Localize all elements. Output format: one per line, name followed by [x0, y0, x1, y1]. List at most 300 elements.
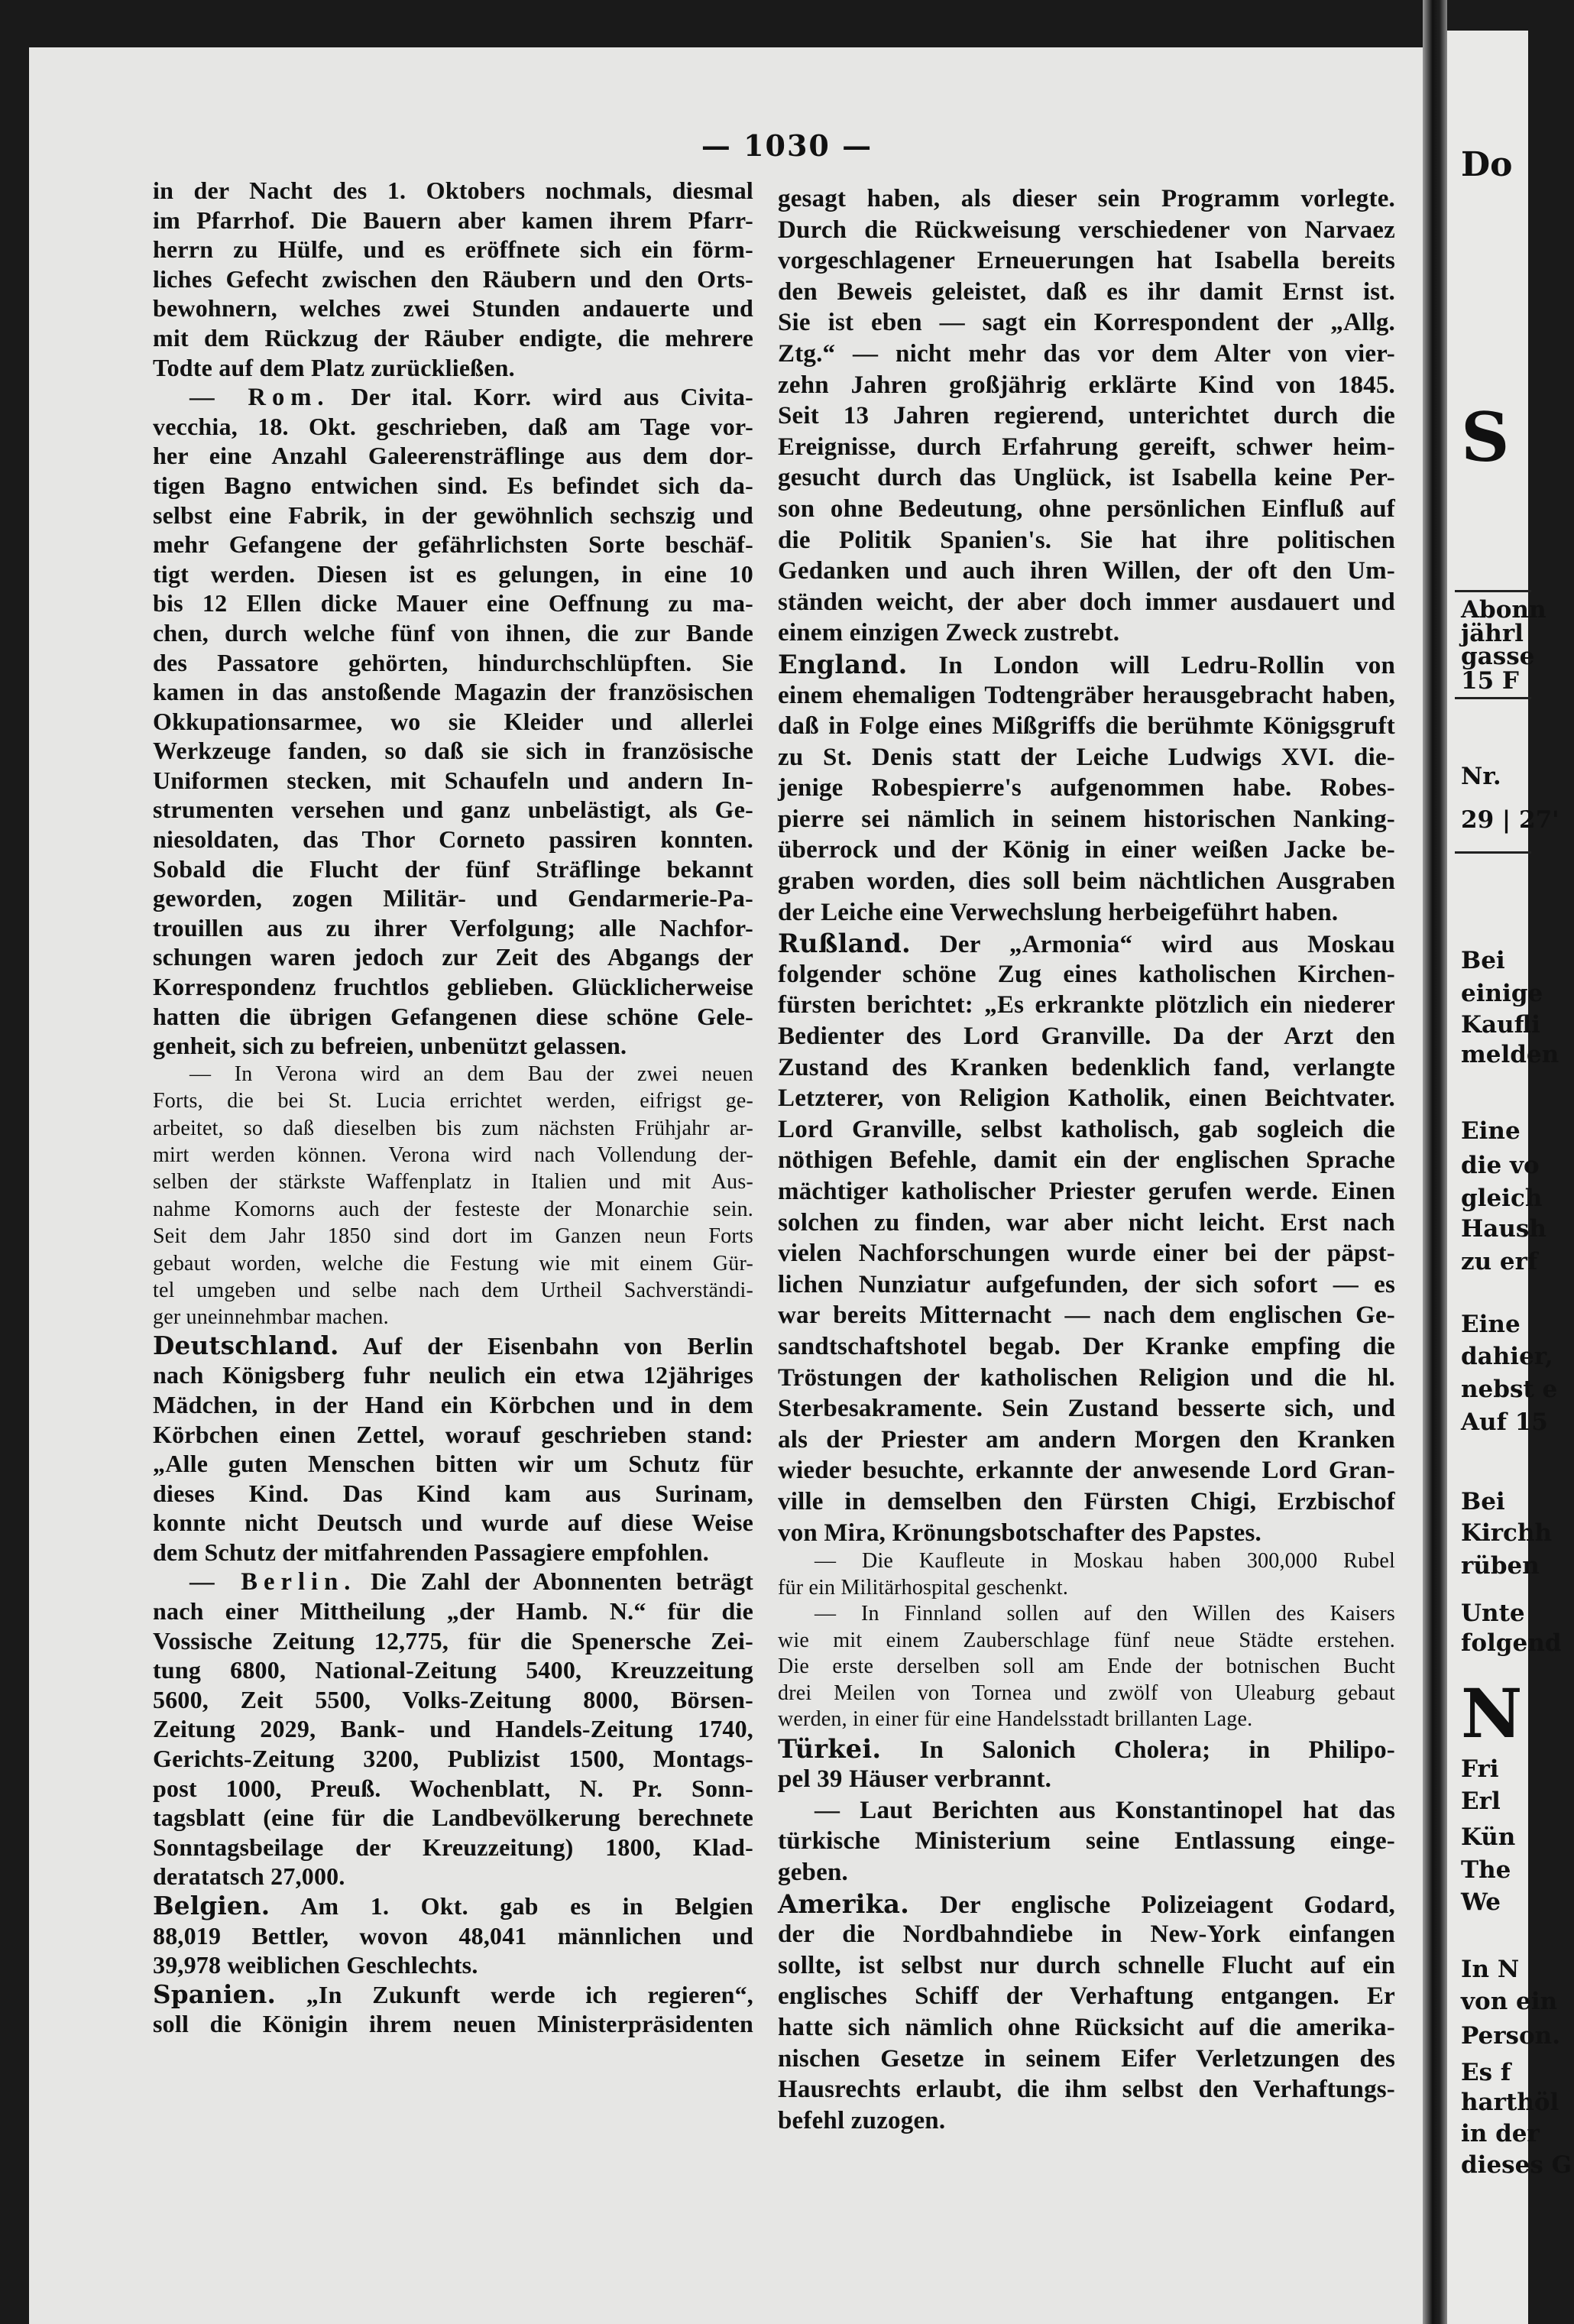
fragment-text: Kün [1461, 1823, 1516, 1851]
line-text: lichen Nunziatur aufgefunden, der sich sofort — es [778, 1270, 1395, 1298]
text-line [153, 1223, 753, 1250]
line-text: 88,019 Bettler, wovon 48,041 männlichen und [153, 1921, 753, 1950]
text-line [778, 1857, 1395, 1888]
line-text: „In Zukunft werde ich regieren“, [276, 1980, 753, 2008]
fragment-text: Kirchh [1461, 1519, 1553, 1547]
text-line [778, 1083, 1395, 1114]
fragment-text: zu erf [1461, 1248, 1538, 1275]
text-line [153, 412, 753, 442]
line-text: der die Nordbahndiebe in New-York einfangen [778, 1920, 1395, 1949]
fragment-text: Unte [1461, 1600, 1525, 1627]
line-text: arbeitet, so daß dieselben bis zum nächsten Frühjahr ar- [153, 1116, 753, 1140]
text-line [778, 307, 1395, 339]
text-line [778, 1021, 1395, 1052]
text-line [153, 1891, 753, 1921]
line-text: daß in Folge eines Mißgriffs die berühmte Königsgruft [778, 712, 1395, 741]
text-line [153, 883, 753, 913]
text-line [153, 1921, 753, 1951]
line-text: zehn Jahren großjährig erklärte Kind von 1845. [778, 371, 1395, 399]
line-text: — In Verona wird an dem Bau der zwei neuen [189, 1062, 753, 1086]
text-line [778, 1888, 1395, 1920]
text-line [153, 766, 753, 796]
text-line [153, 206, 753, 235]
line-text: gesucht durch das Unglück, ist Isabella keine Per- [778, 464, 1395, 492]
article-paragraph [778, 1733, 1395, 1795]
text-line [778, 1425, 1395, 1456]
text-line [778, 1331, 1395, 1363]
text-line [778, 897, 1395, 929]
line-text: Der englische Polizeiagent Godard, [909, 1891, 1395, 1919]
text-line [778, 1393, 1395, 1425]
text-line [778, 804, 1395, 835]
line-text: 5600, Zeit 5500, Volks-Zeitung 8000, Börsen- [153, 1685, 753, 1713]
fragment-text: 29 | 27' [1461, 806, 1559, 834]
line-text: mirt werden können. Verona wird nach Vollendung der- [153, 1143, 753, 1167]
line-text: tigen Bagno entwichen sind. Es befindet sich da- [153, 471, 753, 499]
text-line [153, 1250, 753, 1277]
fragment-text: die vo [1461, 1152, 1540, 1179]
line-text: dieses Kind. Das Kind kam aus Surinam, [153, 1479, 753, 1507]
text-line [778, 959, 1395, 990]
text-line [778, 400, 1395, 432]
line-text: tel umgeben und selbe nach dem Urtheil Sachverständi- [153, 1278, 753, 1302]
article-paragraph [153, 1891, 753, 1980]
text-line [153, 1744, 753, 1774]
line-text: In Salonich Cholera; in Philipo- [881, 1736, 1395, 1764]
line-text: des Passatore gehörten, hindurchschlüpften. Sie [153, 648, 753, 676]
fragment-text: N [1461, 1674, 1523, 1753]
line-text: Sie ist eben — sagt ein Korrespondent der „Allg. [778, 309, 1395, 337]
line-text: vielen Nachforschungen wurde einer bei der päpst- [778, 1240, 1395, 1268]
text-line [778, 990, 1395, 1021]
line-text: Todte auf dem Platz zurückließen. [153, 353, 515, 381]
section-heading: Belgien. [153, 1891, 270, 1920]
fragment-text: einige [1461, 980, 1543, 1007]
fragment-text: We [1461, 1888, 1501, 1916]
line-text: von Mira, Krönungsbotschafter des Papstes. [778, 1519, 1261, 1547]
line-text: die Politik Spanien's. Sie hat ihre politischen [778, 526, 1395, 554]
line-text: strumenten versehen und ganz unbelästigt, als Ge- [153, 796, 753, 824]
text-line [778, 2074, 1395, 2105]
line-text: drei Meilen von Tornea und zwölf von Uleaburg gebaut [778, 1681, 1395, 1705]
article-paragraph [778, 1888, 1395, 2137]
line-text: geben. [778, 1859, 848, 1886]
line-text: her eine Anzahl Galeerensträflinge aus dem dor- [153, 442, 753, 470]
section-heading: — Berlin. [189, 1568, 357, 1596]
fragment-text: Eine [1461, 1311, 1521, 1338]
line-text: in der Nacht des 1. Oktobers nochmals, diesmal [153, 177, 753, 204]
line-text: Mädchen, in der Hand ein Körbchen und in dem [153, 1390, 753, 1418]
line-text: Korrespondenz fruchtlos geblieben. Glücklicherweise [153, 973, 753, 1001]
text-line [778, 1919, 1395, 1950]
text-line [153, 1277, 753, 1304]
line-text: nischen Gesetze in seinem Eifer Verletzungen des [778, 2044, 1395, 2073]
line-text: — Laut Berichten aus Konstantinopel hat das [815, 1796, 1395, 1824]
line-text: einem ehemaligen Todtengräber herausgebracht haben, [778, 681, 1395, 709]
line-text: türkische Ministerium seine Entlassung einge- [778, 1827, 1395, 1856]
text-line [153, 1862, 753, 1891]
line-text: ville in demselben den Fürsten Chigi, Erzbischof [778, 1487, 1395, 1515]
line-text: Tröstungen der katholischen Religion und die hl. [778, 1363, 1395, 1392]
text-line [778, 1826, 1395, 1857]
text-line [153, 1774, 753, 1804]
line-text: herrn zu Hülfe, und es eröffnete sich ein förm- [153, 235, 753, 264]
line-text: Der „Armonia“ wird aus Moskau [910, 931, 1395, 959]
line-text: Die erste derselben soll am Ende der botnischen Bucht [778, 1655, 1395, 1679]
text-line [153, 235, 753, 264]
text-line [153, 1196, 753, 1223]
line-text: schungen waren jedoch zur Zeit des Abgangs der [153, 943, 753, 971]
text-line [153, 825, 753, 854]
line-text: bewohnern, welches zwei Stunden andauerte und [153, 294, 753, 323]
text-line [153, 1002, 753, 1032]
text-line [778, 680, 1395, 711]
line-text: einem einzigen Zweck zustrebt. [778, 619, 1120, 647]
line-text: Sobald die Flucht der fünf Sträflinge bekannt [153, 854, 753, 883]
line-text: — In Finnland sollen auf den Willen des Kaisers [815, 1602, 1395, 1626]
fragment-text: Bei [1461, 947, 1505, 974]
line-text: Sonntagsbeilage der Kreuzzeitung) 1800, Klad- [153, 1833, 753, 1861]
line-text: Zustand des Kranken bedenklich fand, verlangte [778, 1053, 1395, 1081]
text-line [778, 1950, 1395, 1982]
text-line [153, 530, 753, 559]
section-heading: Rußland. [778, 928, 911, 959]
fragment-text: Person. [1461, 2022, 1560, 2050]
line-text: Zeitung 2029, Bank- und Handels-Zeitung 1740, [153, 1715, 753, 1743]
text-line [778, 494, 1395, 525]
text-line [153, 707, 753, 737]
fragment-text: Auf 15 [1461, 1408, 1548, 1436]
text-line [778, 1176, 1395, 1207]
text-line [153, 1980, 753, 2010]
text-line [153, 1626, 753, 1656]
line-text: tung 6800, National-Zeitung 5400, Kreuzzeitung [153, 1656, 753, 1684]
line-text: vecchia, 18. Okt. geschrieben, daß am Tage vor- [153, 412, 753, 440]
line-text: Seit dem Jahr 1850 sind dort im Ganzen neun Forts [153, 1224, 753, 1249]
article-paragraph [778, 183, 1395, 649]
line-text: vorgeschlagener Erneuerungen hat Isabella bereits [778, 247, 1395, 275]
line-text: Auf der Eisenbahn von Berlin [338, 1331, 753, 1360]
line-text: nach einer Mittheilung „der Hamb. N.“ für die [153, 1597, 753, 1626]
text-line [778, 1628, 1395, 1655]
article-paragraph [153, 1331, 753, 1567]
article-paragraph [153, 1980, 753, 2039]
text-line [778, 2105, 1395, 2137]
article-paragraph [778, 1601, 1395, 1733]
text-line [778, 587, 1395, 618]
line-text: pierre sei nämlich in seinem historischen Nanking- [778, 805, 1395, 833]
text-line [153, 1567, 753, 1596]
section-heading: Spanien. [153, 1979, 277, 2009]
text-line [153, 353, 753, 383]
line-text: Forts, die bei St. Lucia errichtet werden, eifrigst ge- [153, 1089, 753, 1113]
section-heading: Amerika. [778, 1888, 910, 1919]
text-line [778, 835, 1395, 866]
article-paragraph [153, 176, 753, 382]
divider [1455, 851, 1531, 854]
text-line [153, 677, 753, 707]
line-text: graben worden, dies soll beim nächtlichen Ausgraben [778, 867, 1395, 896]
fragment-text: 15 F [1461, 667, 1519, 695]
text-line [778, 1052, 1395, 1084]
text-line [778, 1238, 1395, 1269]
line-text: son ohne Bedeutung, ohne persönlichen Einfluß auf [778, 494, 1395, 523]
line-text: ständen weicht, der aber doch immer ausdauert und [778, 588, 1395, 616]
fragment-text: harthöl [1461, 2089, 1559, 2116]
fragment-text: gleich [1461, 1185, 1543, 1212]
line-text: nöthigen Befehle, damit ein der englischen Sprache [778, 1146, 1395, 1175]
text-line [778, 277, 1395, 308]
next-page-fragment [1447, 31, 1572, 2324]
text-line [778, 1207, 1395, 1239]
fragment-text: dahier, [1461, 1343, 1553, 1370]
line-text: Körbchen einen Zettel, worauf geschrieben stand: [153, 1420, 753, 1448]
text-line [153, 1115, 753, 1142]
line-text: war bereits Mitternacht — nach dem englischen Ge- [778, 1301, 1395, 1330]
text-line [153, 382, 753, 412]
text-line [778, 2012, 1395, 2044]
fragment-text: gasse [1461, 643, 1535, 670]
line-text: Seit 13 Jahren regierend, unterichtet durch die [778, 402, 1395, 430]
line-text: Ztg.“ — nicht mehr das vor dem Alter von vier- [778, 339, 1395, 368]
line-text: Sterbesakramente. Sein Zustand besserte sich, und [778, 1395, 1395, 1423]
text-line [778, 525, 1395, 556]
line-text: gesagt haben, als dieser sein Programm vorlegte. [778, 185, 1395, 212]
line-text: sollte, ist selbst nur durch schnelle Flucht auf ein [778, 1951, 1395, 1979]
text-line [153, 1685, 753, 1715]
text-line [778, 556, 1395, 587]
line-text: hatten die übrigen Gefangenen diese schöne Gele- [153, 1002, 753, 1030]
text-line [778, 649, 1395, 680]
text-line [778, 711, 1395, 742]
fragment-text: Haush [1461, 1215, 1546, 1243]
text-line [778, 1981, 1395, 2012]
text-line [153, 1803, 753, 1833]
fragment-text: von ein [1461, 1988, 1558, 2015]
text-line [778, 1114, 1395, 1146]
text-line [778, 1548, 1395, 1575]
fragment-text: The [1461, 1856, 1511, 1884]
text-line [778, 617, 1395, 649]
line-text: Letzterer, von Religion Katholik, einen Beichtvater. [778, 1084, 1395, 1113]
line-text: nahme Komorns auch der festeste der Monarchie sein. [153, 1197, 753, 1221]
line-text: selben der stärkste Waffenplatz in Italien und mit Aus- [153, 1170, 753, 1194]
line-text: bis 12 Ellen dicke Mauer eine Oeffnung zu ma- [153, 589, 753, 617]
text-line [778, 432, 1395, 463]
line-text: Okkupationsarmee, wo sie Kleider und allerlei [153, 707, 753, 735]
section-heading: Türkei. [778, 1732, 882, 1764]
text-line [153, 1031, 753, 1061]
line-text: Werkzeuge fanden, so daß sie sich in französische [153, 737, 753, 765]
line-text: In London will Ledru-Rollin von [907, 651, 1395, 679]
line-text: mächtiger katholischer Priester gerufen werde. Einen [778, 1178, 1395, 1205]
text-line [153, 1331, 753, 1361]
text-line [153, 2009, 753, 2039]
text-line [153, 942, 753, 972]
text-line [778, 1575, 1395, 1602]
line-text: den Beweis geleistet, daß es ihr damit Ernst ist. [778, 277, 1395, 306]
left-column [153, 176, 753, 2039]
text-line [153, 559, 753, 589]
fragment-text: Bei [1461, 1488, 1505, 1515]
text-line [778, 462, 1395, 494]
text-line [778, 245, 1395, 277]
article-paragraph [778, 1548, 1395, 1601]
text-line [778, 773, 1395, 804]
text-line [153, 1596, 753, 1626]
text-line [778, 1601, 1395, 1628]
text-line [153, 736, 753, 766]
book-gutter [1423, 0, 1447, 2324]
fragment-text: S [1461, 397, 1510, 477]
text-line [778, 1269, 1395, 1301]
line-text: gebaut worden, welche die Festung wie mit einem Gür- [153, 1251, 753, 1275]
line-text: wieder besuchte, erkannte der anwesende Lord Gran- [778, 1457, 1395, 1485]
text-line [153, 323, 753, 353]
text-line [778, 1145, 1395, 1176]
text-line [778, 1486, 1395, 1518]
text-line [778, 339, 1395, 370]
article-paragraph [778, 1795, 1395, 1888]
line-text: für ein Militärhospital geschenkt. [778, 1575, 1069, 1600]
line-text: Durch die Rückweisung verschiedener von Narvaez [778, 216, 1395, 244]
line-text: deratatsch 27,000. [153, 1862, 345, 1891]
section-heading: — Rom. [189, 384, 330, 412]
text-line [153, 1479, 753, 1509]
text-line [153, 293, 753, 323]
text-line [153, 588, 753, 618]
text-line [153, 1061, 753, 1087]
fragment-text: Es f [1461, 2059, 1511, 2086]
fragment-text: Erl [1461, 1788, 1501, 1815]
text-line [778, 1363, 1395, 1394]
text-line [153, 854, 753, 884]
text-line [153, 1538, 753, 1567]
line-text: tagsblatt (eine für die Landbevölkerung berechnete [153, 1804, 753, 1832]
line-text: der Leiche eine Verwechslung herbeigeführt haben. [778, 898, 1339, 926]
line-text: hatte sich nämlich ohne Rücksicht auf die amerika- [778, 2013, 1395, 2041]
line-text: liches Gefecht zwischen den Räubern und den Orts- [153, 264, 753, 293]
line-text: Ereignisse, durch Erfahrung gereift, schwer heim- [778, 433, 1395, 461]
text-line [153, 1360, 753, 1390]
text-line [778, 1764, 1395, 1795]
text-line [153, 441, 753, 471]
line-text: geworden, zogen Militär- und Gendarmerie-Pa- [153, 884, 753, 912]
text-line [778, 1300, 1395, 1331]
fragment-text: rüben [1461, 1552, 1540, 1580]
text-line [153, 1087, 753, 1114]
text-line [153, 1508, 753, 1538]
text-line [778, 742, 1395, 773]
line-text: Hausrechts erlaubt, die ihm selbst den Verhaftungs- [778, 2076, 1395, 2104]
fragment-text: Fri [1461, 1755, 1499, 1783]
line-text: werden, in einer für eine Handelsstadt brillanten Lage. [778, 1707, 1253, 1732]
text-line [153, 501, 753, 530]
line-text: — Die Kaufleute in Moskau haben 300,000 Rubel [815, 1549, 1395, 1574]
line-text: Uniformen stecken, mit Schaufeln und andern In- [153, 766, 753, 794]
text-line [153, 648, 753, 678]
section-heading: England. [778, 648, 908, 679]
fragment-text: jährl [1461, 620, 1524, 647]
line-text: selbst eine Fabrik, in der gewöhnlich sechszig und [153, 501, 753, 529]
text-line [778, 1654, 1395, 1681]
divider [1455, 697, 1531, 699]
line-text: zu St. Denis statt der Leiche Ludwigs XVI. die- [778, 743, 1395, 771]
line-text: trouillen aus zu ihrer Verfolgung; alle Nachfor- [153, 913, 753, 942]
text-line [778, 866, 1395, 897]
line-text: mit dem Rückzug der Räuber endigte, die mehrere [153, 323, 753, 352]
line-text: Bedienter des Lord Granville. Da der Arzt den [778, 1023, 1395, 1051]
section-heading: Deutschland. [153, 1330, 339, 1360]
text-line [153, 1390, 753, 1420]
text-line [153, 913, 753, 943]
text-line [153, 471, 753, 501]
text-line [778, 370, 1395, 401]
fragment-text: melden [1461, 1041, 1559, 1068]
line-text: pel 39 Häuser verbrannt. [778, 1765, 1052, 1794]
text-line [153, 1142, 753, 1168]
line-text: befehl zuzogen. [778, 2106, 946, 2134]
fragment-text: in der [1461, 2120, 1540, 2147]
fragment-text: Nr. [1461, 763, 1501, 790]
text-line [778, 1518, 1395, 1549]
line-text: Der ital. Korr. wird aus Civita- [329, 383, 753, 411]
text-line [153, 1950, 753, 1980]
page-number: — 1030 — [701, 128, 873, 163]
line-text: im Pfarrhof. Die Bauern aber kamen ihrem Pfarr- [153, 206, 753, 234]
line-text: englisches Schiff der Verhaftung entgangen. Er [778, 1982, 1395, 2011]
line-text: sandtschaftshotel begab. Der Kranke empfing die [778, 1332, 1395, 1360]
text-line [778, 1681, 1395, 1707]
fragment-text: folgend [1461, 1629, 1562, 1657]
divider [1455, 590, 1531, 592]
fragment-text: Kaufli [1461, 1011, 1540, 1039]
text-line [153, 1304, 753, 1331]
text-line [778, 1733, 1395, 1765]
text-line [153, 1168, 753, 1195]
line-text: nach Königsberg fuhr neulich ein etwa 12jähriges [153, 1361, 753, 1389]
text-line [153, 1449, 753, 1479]
text-line [778, 1707, 1395, 1733]
text-line [153, 1655, 753, 1685]
line-text: ger uneinnehmbar machen. [153, 1305, 389, 1330]
fragment-text: dieses G [1461, 2151, 1572, 2179]
fragment-text: Abonn [1461, 596, 1546, 624]
right-column [778, 183, 1395, 2136]
line-text: post 1000, Preuß. Wochenblatt, N. Pr. Sonn- [153, 1774, 753, 1802]
line-text: tigt werden. Diesen ist es gelungen, in eine 10 [153, 559, 753, 588]
line-text: fürsten berichtet: „Es erkrankte plötzlich ein niederer [778, 991, 1395, 1019]
line-text: solchen zu finden, war aber nicht leicht. Erst nach [778, 1208, 1395, 1237]
article-paragraph [153, 1567, 753, 1891]
line-text: jenige Robespierre's aufgenommen habe. Robes- [778, 774, 1395, 802]
fragment-text: Eine [1461, 1117, 1521, 1145]
line-text: Am 1. Okt. gab es in Belgien [270, 1892, 753, 1920]
line-text: genheit, sich zu befreien, unbenützt gelassen. [153, 1032, 627, 1060]
line-text: mehr Gefangene der gefährlichsten Sorte beschäf- [153, 530, 753, 559]
text-line [153, 1833, 753, 1862]
line-text: „Alle guten Menschen bitten wir um Schutz für [153, 1450, 753, 1478]
line-text: Die Zahl der Abonnenten beträgt [356, 1567, 753, 1596]
article-paragraph [153, 382, 753, 1061]
text-line [153, 1714, 753, 1744]
fragment-text: Do [1461, 145, 1513, 184]
text-line [153, 176, 753, 206]
line-text: 39,978 weiblichen Geschlechts. [153, 1951, 478, 1979]
text-line [778, 928, 1395, 959]
text-line [778, 215, 1395, 246]
text-line [153, 1420, 753, 1450]
